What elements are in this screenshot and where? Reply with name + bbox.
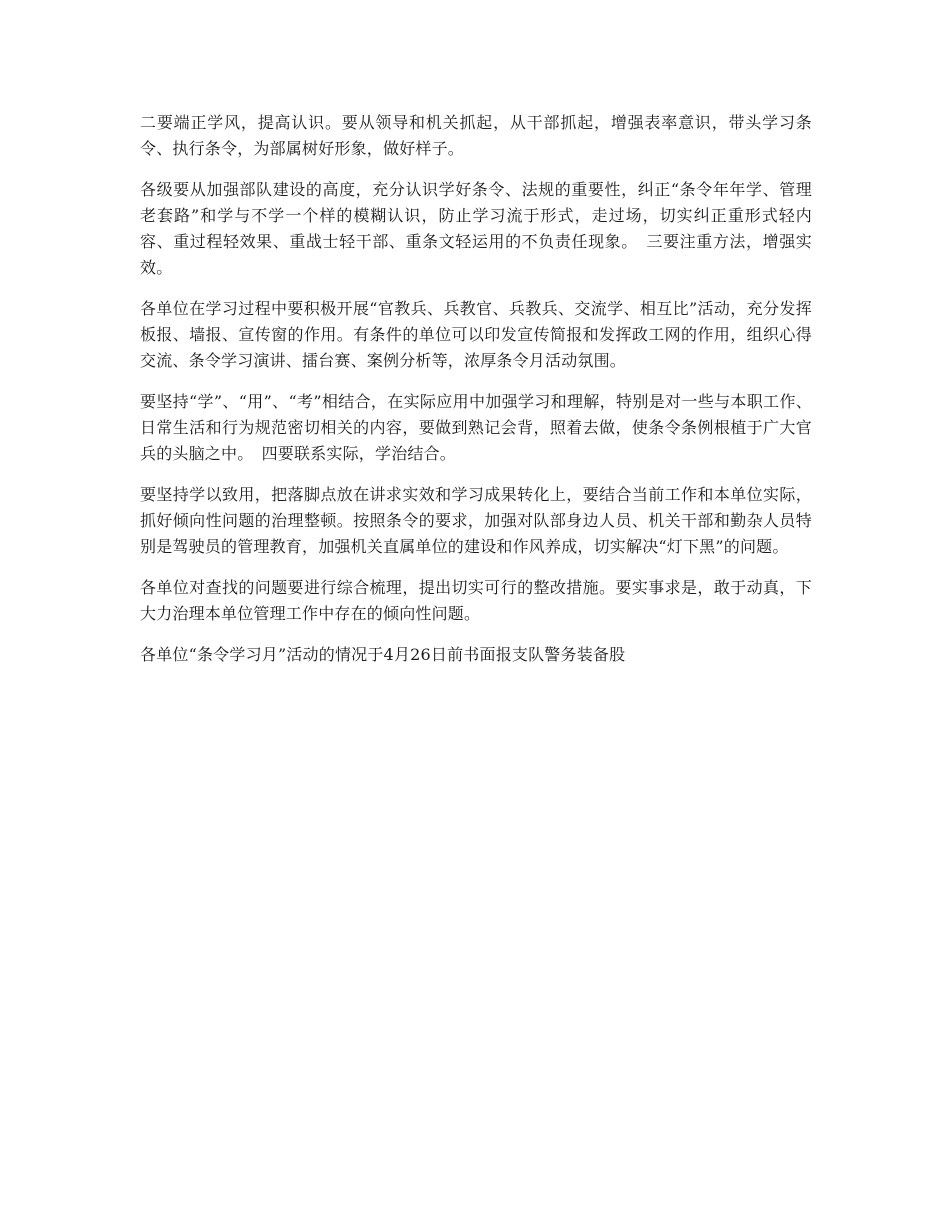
paragraph-1: 二要端正学风，提高认识。要从领导和机关抓起，从干部抓起，增强表率意识，带头学习条令、执行条令，为部属树好形象，做好样子。 <box>140 113 812 158</box>
paragraph-2: 各级要从加强部队建设的高度，充分认识学好条令、法规的重要性，纠正“条令年年学、管理老套路”和学与不学一个样的模糊认识，防止学习流于形式，走过场，切实纠正重形式轻内容、重过程轻效果、重战士轻干部、重条文轻运用的不负责任现象。 三要注重方法，增强实效。 <box>140 180 812 277</box>
paragraph-3: 各单位在学习过程中要积极开展“官教兵、兵教官、兵教兵、交流学、相互比”活动，充分发挥板报、墙报、宣传窗的作用。有条件的单位可以印发宣传简报和发挥政工网的作用，组织心得交流、条令学习演讲、擂台赛、案例分析等，浓厚条令月活动氛围。 <box>140 299 812 370</box>
paragraph-6: 各单位对查找的问题要进行综合梳理，提出切实可行的整改措施。要实事求是，敢于动真，下大力治理本单位管理工作中存在的倾向性问题。 <box>140 578 812 623</box>
paragraph-5: 要坚持学以致用，把落脚点放在讲求实效和学习成果转化上，要结合当前工作和本单位实际，抓好倾向性问题的治理整顿。按照条令的要求，加强对队部身边人员、机关干部和勤杂人员特别是驾驶员的管理教育，加强机关直属单位的建设和作风养成，切实解决“灯下黑”的问题。 <box>140 485 812 556</box>
document-body <box>140 110 812 683</box>
paragraph-7: 各单位“条令学习月”活动的情况于4月26日前书面报支队警务装备股 <box>140 645 626 664</box>
paragraph-4: 要坚持“学”、“用”、“考”相结合，在实际应用中加强学习和理解，特别是对一些与本职工作、日常生活和行为规范密切相关的内容，要做到熟记会背，照着去做，使条令条例根植于广大官兵的头脑之中。 四要联系实际，学治结合。 <box>140 392 812 463</box>
